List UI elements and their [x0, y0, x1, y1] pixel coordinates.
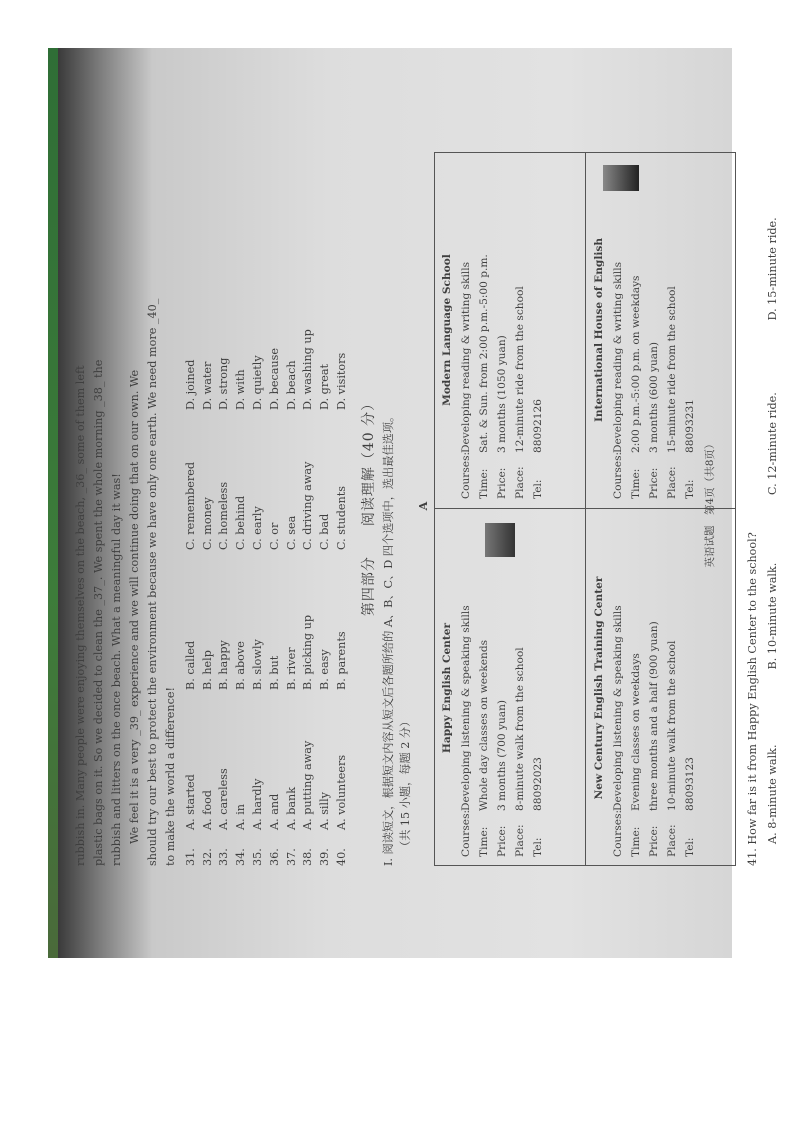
- exam-page-photo: [58, 48, 779, 958]
- label: Courses:: [459, 451, 472, 499]
- option-row: [333, 146, 350, 866]
- option-row: [216, 146, 233, 866]
- option-c: C. behind: [234, 495, 248, 550]
- ad-price: 3 months (600 yuan): [647, 341, 660, 453]
- ad-happy-english-center: [437, 515, 583, 861]
- rotated-page: [58, 48, 779, 958]
- label: Time:: [629, 468, 642, 499]
- option-d: D. strong: [217, 357, 231, 410]
- option-c: C. money: [200, 497, 214, 550]
- passage-line: should try our best to protect the environment because we have only one earth. We need more _40_: [146, 298, 159, 866]
- option-b: B. called: [183, 640, 197, 690]
- option-a: A. careless: [217, 768, 231, 830]
- ad-place: 8-minute walk from the school: [513, 647, 526, 811]
- ad-modern-language-school: [437, 157, 583, 503]
- option-d: D. great: [318, 364, 332, 410]
- question-41: 41. How far is it from Happy English Center to the school?: [745, 532, 759, 866]
- label: Price:: [495, 467, 508, 499]
- exam-paper: [58, 48, 779, 958]
- classroom-picture: [485, 523, 515, 557]
- ad-time: Whole day classes on weekends: [477, 639, 490, 811]
- label: Price:: [647, 467, 660, 499]
- label: Price:: [495, 825, 508, 857]
- option-a: A. in: [234, 804, 248, 830]
- ad-name: New Century English Training Center: [592, 576, 605, 800]
- option-a: A. 8-minute walk.: [765, 744, 779, 844]
- option-d: D. beach: [284, 360, 298, 410]
- question-number: 33.: [217, 848, 231, 866]
- option-c: C. or: [267, 522, 281, 550]
- question-number: 35.: [251, 848, 265, 866]
- question-number: 40.: [335, 848, 349, 866]
- passage-line: to make the world a difference!: [164, 687, 177, 866]
- option-a: A. food: [200, 790, 214, 830]
- table-divider: [585, 153, 586, 865]
- option-c: C. students: [335, 486, 349, 550]
- option-row: [300, 146, 317, 866]
- label: Tel:: [531, 837, 544, 857]
- label: Courses:: [459, 809, 472, 857]
- option-d: D. water: [200, 361, 214, 410]
- ad-price: 3 months (700 yuan): [495, 699, 508, 811]
- option-d: D. visitors: [335, 352, 349, 410]
- option-a: A. started: [183, 774, 197, 830]
- option-row: [249, 146, 266, 866]
- label: Tel:: [683, 837, 696, 857]
- ad-tel: 88093231: [683, 399, 696, 453]
- label: Time:: [477, 826, 490, 857]
- ad-price: 3 months (1050 yuan): [495, 335, 508, 453]
- ads-table: [434, 152, 736, 866]
- option-b: B. help: [200, 650, 214, 690]
- label: Place:: [665, 466, 678, 499]
- option-c: C. driving away: [301, 461, 315, 550]
- option-c: C. 12-minute ride.: [765, 392, 779, 495]
- question-number: 37.: [284, 848, 298, 866]
- passage-line: rubbish in. Many people were enjoying themselves on the beach, _36_ some of them left: [74, 365, 87, 866]
- option-a: A. and: [267, 793, 281, 830]
- ad-place: 12-minute ride from the school: [513, 286, 526, 453]
- option-c: C. remembered: [183, 462, 197, 550]
- label: Price:: [647, 825, 660, 857]
- option-row: [266, 146, 283, 866]
- option-b: B. but: [267, 655, 281, 690]
- ad-courses: Developing listening & speaking skills: [459, 605, 472, 811]
- question-41-options: [764, 146, 782, 866]
- option-a: A. bank: [284, 786, 298, 830]
- ad-courses: Developing reading & writing skills: [459, 261, 472, 453]
- passage-line: rubbish and litters on the once beach. What a meaningful day it was!: [110, 473, 123, 866]
- ad-time: Evening classes on weekdays: [629, 653, 642, 811]
- option-d: D. joined: [183, 359, 197, 410]
- option-d: D. with: [234, 369, 248, 410]
- ad-tel: 88093123: [683, 757, 696, 811]
- label: Place:: [513, 824, 526, 857]
- question-number: 38.: [301, 848, 315, 866]
- section-title: 第四部分 阅读理解（40 分）: [360, 395, 377, 617]
- passage-line: plastic bags on it. So we decided to clean the _37_. We spent the whole morning _38_ the: [92, 359, 105, 866]
- ad-tel: 88092126: [531, 399, 544, 453]
- instruction-line: （共 15 小题，每题 2 分）: [398, 715, 412, 852]
- option-b: B. slowly: [251, 639, 265, 690]
- label: Time:: [629, 826, 642, 857]
- option-a: A. hardly: [251, 778, 265, 830]
- option-b: B. parents: [335, 631, 349, 690]
- question-number: 34.: [234, 848, 248, 866]
- option-d: D. because: [267, 348, 281, 410]
- ad-name: Happy English Center: [440, 622, 453, 754]
- page-footer: 英语试题 第4页（共8页）: [704, 438, 716, 568]
- option-c: C. sea: [284, 515, 298, 550]
- ad-place: 10-minute walk from the school: [665, 640, 678, 811]
- passage-label: A: [415, 501, 430, 511]
- option-b: B. picking up: [301, 615, 315, 690]
- option-b: B. happy: [217, 640, 231, 690]
- option-a: A. silly: [318, 792, 332, 830]
- label: Place:: [665, 824, 678, 857]
- cloze-passage: [72, 146, 180, 866]
- background-green-strip: [48, 48, 58, 958]
- option-row: [182, 146, 199, 866]
- option-b: B. above: [234, 641, 248, 690]
- option-b: B. river: [284, 647, 298, 690]
- option-c: C. early: [251, 506, 265, 550]
- question-number: 39.: [318, 848, 332, 866]
- option-d: D. quietly: [251, 355, 265, 410]
- option-c: C. bad: [318, 513, 332, 550]
- ad-tel: 88092023: [531, 757, 544, 811]
- passage-line: We feel it is a very _39_ experience and we will continue doing that on our own. We: [128, 369, 141, 844]
- building-picture: [603, 165, 639, 191]
- option-a: A. volunteers: [335, 754, 349, 830]
- ad-courses: Developing listening & speaking skills: [611, 605, 624, 811]
- option-a: A. putting away: [301, 740, 315, 830]
- option-row: [316, 146, 333, 866]
- ad-place: 15-minute ride from the school: [665, 286, 678, 453]
- label: Courses:: [611, 451, 624, 499]
- label: Courses:: [611, 809, 624, 857]
- instruction-line: Ⅰ. 阅读短文，根据短文内容从短文后各题所给的 A、B、C、D 四个选项中，选出最佳选项。: [381, 410, 395, 866]
- ad-time: Sat. & Sun. from 2:00 p.m.-5:00 p.m.: [477, 254, 490, 453]
- option-b: B. easy: [318, 649, 332, 690]
- question-number: 31.: [183, 848, 197, 866]
- option-d: D. washing up: [301, 329, 315, 410]
- option-row: [232, 146, 249, 866]
- label: Tel:: [531, 479, 544, 499]
- question-number: 32.: [200, 848, 214, 866]
- option-row: [283, 146, 300, 866]
- ad-time: 2:00 p.m.-5:00 p.m. on weekdays: [629, 275, 642, 453]
- option-b: B. 10-minute walk.: [765, 562, 779, 670]
- option-d: D. 15-minute ride.: [765, 217, 779, 321]
- ad-courses: Developing reading & writing skills: [611, 261, 624, 453]
- ad-name: International House of English: [592, 237, 605, 423]
- option-row: [199, 146, 216, 866]
- option-c: C. homeless: [217, 481, 231, 550]
- cloze-options: [182, 146, 350, 866]
- ad-price: three months and a half (900 yuan): [647, 621, 660, 811]
- label: Place:: [513, 466, 526, 499]
- label: Time:: [477, 468, 490, 499]
- ad-name: Modern Language School: [440, 254, 453, 406]
- label: Tel:: [683, 479, 696, 499]
- question-number: 36.: [267, 848, 281, 866]
- page-content: [72, 146, 782, 866]
